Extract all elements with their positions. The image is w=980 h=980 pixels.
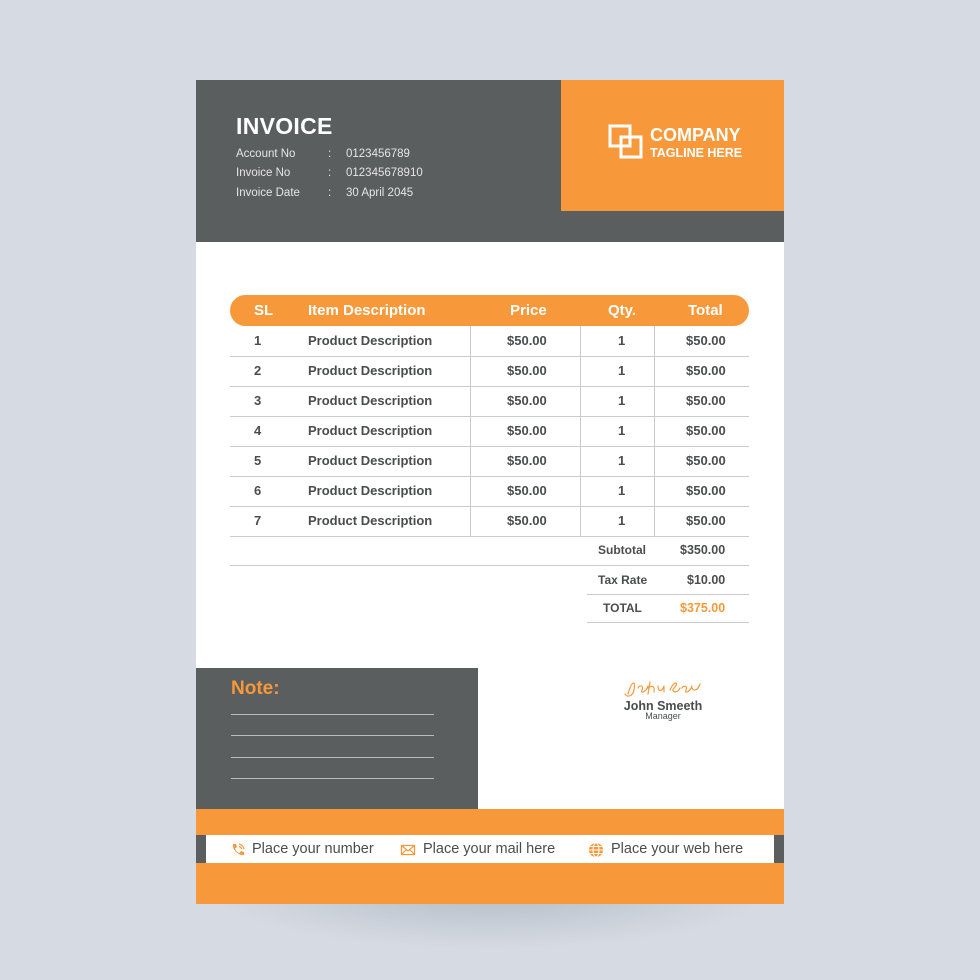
tax-rate-label: Tax Rate [598,573,648,587]
subtotal-value: $350.00 [680,543,726,557]
phone-text: Place your number [252,841,374,857]
cell-qty: 1 [618,423,626,438]
cell-total: $50.00 [686,423,726,438]
cell-qty: 1 [618,333,626,348]
meta-value: 30 April 2045 [346,187,414,199]
account-no-row [236,148,410,160]
cell-description: Product Description [308,393,433,408]
cell-sl: 1 [254,333,262,348]
header-description: Item Description [308,302,426,319]
cell-description: Product Description [308,483,433,498]
table-row [230,326,749,357]
cell-qty: 1 [618,453,626,468]
table-row [230,386,749,417]
invoice-title: INVOICE [236,113,333,139]
cell-qty: 1 [618,363,626,378]
invoice-no-row [236,167,423,179]
meta-value: 0123456789 [346,148,410,160]
note-title: Note: [231,678,280,699]
meta-label: Invoice No [236,167,291,179]
table-row [230,446,749,477]
cell-sl: 2 [254,363,262,378]
footer-bottom-band [196,863,784,904]
note-line [231,778,434,779]
footer-top-band [196,809,784,835]
meta-label: Invoice Date [236,187,300,199]
cell-description: Product Description [308,453,433,468]
cell-price: $50.00 [507,483,547,498]
cell-total: $50.00 [686,333,726,348]
company-name: COMPANY [650,125,741,145]
note-line [231,757,434,758]
cell-total: $50.00 [686,453,726,468]
cell-price: $50.00 [507,393,547,408]
cell-sl: 4 [254,423,262,438]
cell-total: $50.00 [686,513,726,528]
globe-icon [588,842,604,858]
cell-price: $50.00 [507,333,547,348]
cell-total: $50.00 [686,393,726,408]
summary-divider [587,594,749,595]
cell-qty: 1 [618,513,626,528]
company-logo-icon [608,124,644,160]
cell-qty: 1 [618,393,626,408]
cell-price: $50.00 [507,423,547,438]
cell-sl: 6 [254,483,262,498]
table-row [230,356,749,387]
total-value: $375.00 [680,601,726,615]
subtotal-label: Subtotal [598,543,646,557]
table-header [230,295,749,326]
table-row [230,506,749,537]
signer-role: Manager [645,711,681,721]
invoice-page [196,80,784,904]
cell-sl: 7 [254,513,262,528]
cell-description: Product Description [308,333,433,348]
meta-label: Account No [236,148,296,160]
header-price: Price [510,302,547,319]
cell-price: $50.00 [507,363,547,378]
table-row [230,416,749,447]
meta-separator: : [328,187,332,199]
tax-rate-value: $10.00 [687,573,726,587]
summary-divider [587,622,749,623]
mail-icon [400,842,416,858]
summary-divider [230,565,749,566]
phone-icon [230,842,246,858]
signer-name: John Smeeth [623,699,703,713]
cell-total: $50.00 [686,363,726,378]
invoice-date-row [236,187,413,199]
meta-value: 012345678910 [346,167,423,179]
mail-text: Place your mail here [423,841,556,857]
header-qty: Qty. [608,302,637,319]
header-total: Total [688,302,723,319]
web-text: Place your web here [611,841,744,857]
note-line [231,735,434,736]
cell-sl: 5 [254,453,262,468]
cell-description: Product Description [308,513,433,528]
meta-separator: : [328,167,332,179]
cell-sl: 3 [254,393,262,408]
cell-description: Product Description [308,423,433,438]
meta-separator: : [328,148,332,160]
total-label: TOTAL [603,601,642,615]
note-line [231,714,434,715]
cell-price: $50.00 [507,453,547,468]
cell-price: $50.00 [507,513,547,528]
cell-total: $50.00 [686,483,726,498]
table-row [230,476,749,507]
cell-description: Product Description [308,363,433,378]
header-sl: SL [254,302,274,319]
cell-qty: 1 [618,483,626,498]
company-tagline: TAGLINE HERE [650,146,743,160]
